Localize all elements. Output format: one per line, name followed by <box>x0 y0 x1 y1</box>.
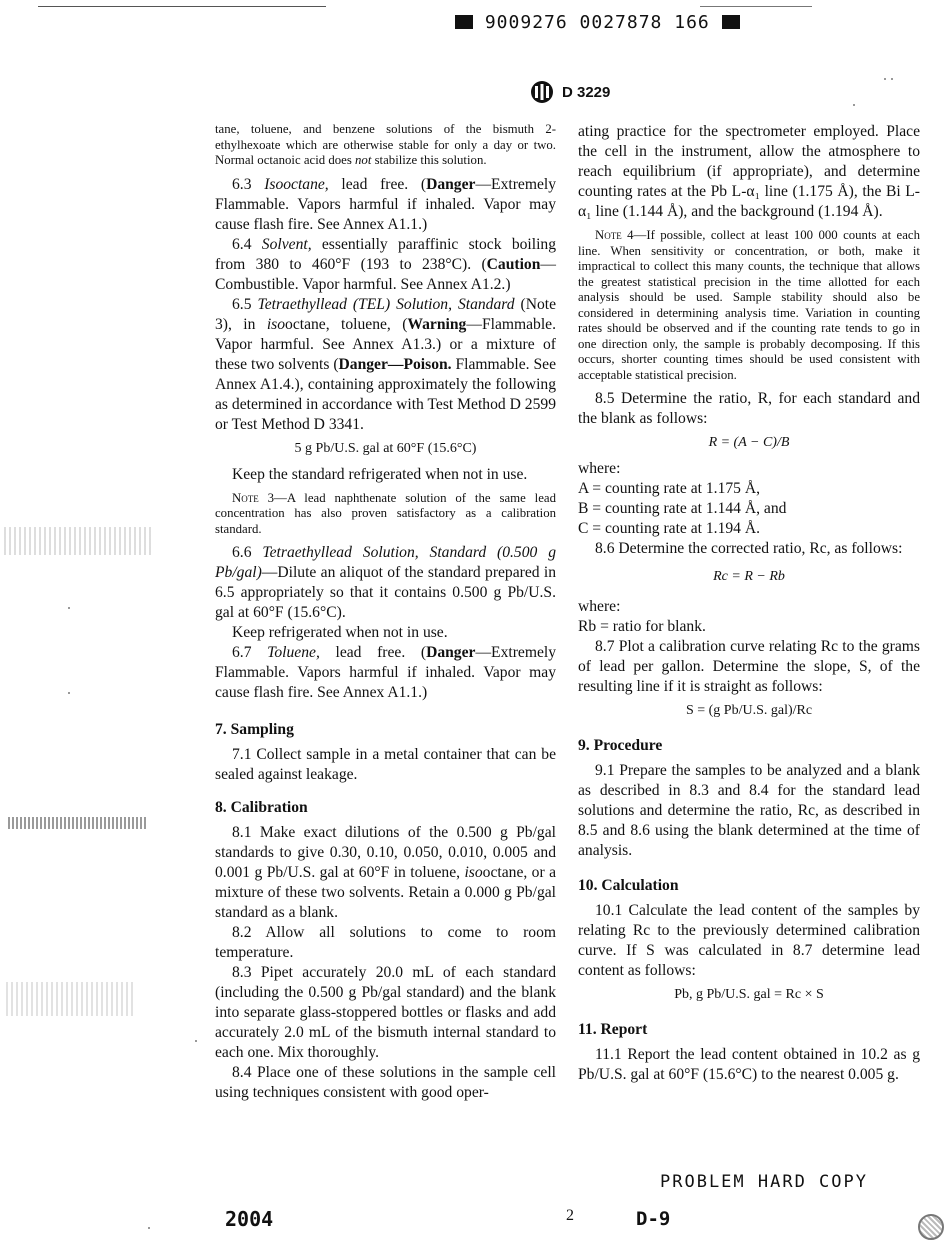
top-rule <box>38 6 326 7</box>
title: Solvent, <box>261 235 312 253</box>
top-rule-right <box>700 6 812 7</box>
text: stabilize this solution. <box>371 153 487 167</box>
heading-report: 11. Report <box>578 1021 648 1038</box>
equation-corrected-ratio: Rc = R − Rb <box>713 569 785 584</box>
section-6-3 <box>215 175 556 235</box>
section-8-5: 8.5 Determine the ratio, R, for each standard and the blank as follows: <box>578 390 920 427</box>
caution-label: Caution <box>486 255 541 273</box>
designation: D 3229 <box>562 83 611 101</box>
section-8-6: 8.6 Determine the corrected ratio, Rc, as follows: <box>595 540 903 557</box>
section-8-4: 8.4 Place one of these solutions in the sample cell using techniques consistent with good oper- <box>215 1064 556 1101</box>
text: —Extremely Flammable. Vapors harmful if inhaled. Vapor may cause flash fire. See Annex A1.1.) <box>215 175 556 233</box>
scan-speck <box>68 607 70 609</box>
scan-noise <box>4 527 152 555</box>
text: lead free. ( <box>328 175 427 193</box>
keep-refrigerated: Keep the standard refrigerated when not in use. <box>232 465 528 483</box>
iso: iso <box>464 864 483 881</box>
danger-label: Danger <box>426 644 476 661</box>
left-column <box>215 122 556 1103</box>
paragraph-continuation <box>215 122 556 169</box>
section-10-1: 10.1 Calculate the lead content of the samples by relating Rc to the previously determined calibration curve. If S was calculated in 8.7 determine lead content as follows: <box>578 902 920 979</box>
page-header <box>530 80 610 104</box>
astm-logo-icon <box>530 80 554 104</box>
section-6-6-keep: Keep refrigerated when not in use. <box>232 624 448 641</box>
title: Tetraethyllead Solution, Standard (0.500 g Pb/gal) <box>215 544 557 581</box>
equation-slope: S = (g Pb/U.S. gal)/Rc <box>685 703 813 718</box>
num: 6.5 <box>232 295 258 313</box>
paragraph-continuation-right: ating practice for the spectrometer employed. Place the cell in the instrument, allow the atmosphere to reach equilibrium (if appropriate), and determine counting rates at the Pb L-α₁ line (1.175 Å), the Bi L-α₁ line (1.144 Å), and the background (1.194 Å). <box>578 123 920 220</box>
note-label: Note 3 <box>232 490 275 505</box>
warning-label: Warning <box>407 315 467 333</box>
footer-left-code: 2004 <box>225 1207 274 1231</box>
section-6-6 <box>215 543 556 623</box>
scan-speck <box>884 78 886 80</box>
barcode-block-right <box>722 15 740 29</box>
num: 6.7 <box>232 644 268 661</box>
heading-procedure: 9. Procedure <box>578 737 663 754</box>
equation-ratio: R = (A − C)/B <box>708 435 790 450</box>
note-label: Note 4 <box>595 228 634 242</box>
concentration-line: 5 g Pb/U.S. gal at 60°F (15.6°C) <box>294 440 477 456</box>
section-6-7 <box>215 643 556 703</box>
title: Toluene, <box>267 644 320 661</box>
text: —Combustible. Vapor harmful. See Annex A1.2.) <box>215 255 556 293</box>
corner-seal-icon <box>918 1214 944 1240</box>
text: essentially paraffinic stock boiling from 380 to 460°F (193 to 238°C). ( <box>215 235 557 273</box>
text: lead free. ( <box>319 644 427 661</box>
section-6-5 <box>215 295 556 435</box>
text: —Extremely Flammable. Vapors harmful if inhaled. Vapor may cause flash fire. See Annex A1.1.) <box>215 644 556 701</box>
text-em: not <box>355 153 372 167</box>
note-text: —If possible, collect at least 100 000 counts at each line. When sensitivity or concentration, or both, make it impractical to collect this many counts, the technique that allows the greatest statistical precision in the time allotted for each analysis should be used. Sample stability should also be considered in determining analysis time. Variation in counting rates should be observed and if the counting rate tends to go in one direction only, the sample is probably decomposing. If this occurs, shorter counting times should be used consistent with acceptable statistical precision. <box>578 228 920 382</box>
note-3 <box>215 491 556 538</box>
text: —Flammable. Vapor harmful. See Annex A1.3.) or a mixture of these two solvents ( <box>215 315 556 373</box>
section-7-1: 7.1 Collect sample in a metal container that can be sealed against leakage. <box>215 746 556 783</box>
scan-speck <box>891 78 893 80</box>
scan-noise <box>8 817 148 829</box>
problem-hard-copy-stamp: PROBLEM HARD COPY <box>660 1172 868 1192</box>
text: 8.1 Make exact dilutions of the 0.500 g Pb/gal standards to give 0.30, 0.10, 0.050, 0.010, 0.005 and 0.001 g Pb/U.S. gal at 60°F in toluene, <box>215 824 556 881</box>
where-label-2: where: <box>578 598 621 615</box>
iso: iso <box>266 315 286 333</box>
title: Tetraethyllead (TEL) Solution, Standard <box>257 295 515 313</box>
num: 6.3 <box>232 175 265 193</box>
note-text: —A lead naphthenate solution of the same lead concentration has also proven satisfactory as a calibration standard. <box>215 490 556 536</box>
footer-right-code: D-9 <box>636 1208 671 1230</box>
num: 6.4 <box>232 235 262 253</box>
section-6-4 <box>215 235 556 295</box>
text: octane, or a mixture of these two solvents. Retain a 0.000 g Pb/gal standard as a blank. <box>215 864 556 921</box>
section-9-1: 9.1 Prepare the samples to be analyzed and a blank as described in 8.3 and 8.4 for the standard lead solutions and determine the ratio, Rc, as described in 8.5 and 8.6 using the blank determined at the time of analysis. <box>578 762 920 859</box>
definition-rb: Rb = ratio for blank. <box>578 618 706 635</box>
definition-a: A = counting rate at 1.175 Å, <box>578 480 761 497</box>
text: —Dilute an aliquot of the standard prepared in 6.5 appropriately so that it contains 0.500 g Pb/U.S. gal at 60°F (15.6°C). <box>215 564 556 621</box>
barcode-line <box>455 12 740 33</box>
barcode-text: 9009276 0027878 166 <box>484 12 710 33</box>
barcode-block-left <box>455 15 473 29</box>
text: Flammable. See Annex A1.4.), containing approximately the following as determined in accordance with Test Method D 2599 or Test Method D 3341. <box>215 355 556 433</box>
heading-calibration: 8. Calibration <box>215 799 308 816</box>
section-11-1: 11.1 Report the lead content obtained in 10.2 as g Pb/U.S. gal at 60°F (15.6°C) to the nearest 0.005 g. <box>578 1046 920 1083</box>
text: (Note 3), in <box>215 295 557 333</box>
title: Isooctane, <box>264 175 329 193</box>
danger-label: Danger—Poison. <box>338 355 452 373</box>
definition-c: C = counting rate at 1.194 Å. <box>578 520 761 537</box>
heading-sampling: 7. Sampling <box>215 721 294 738</box>
scan-noise <box>6 982 136 1016</box>
page-number: 2 <box>566 1207 574 1224</box>
text: octane, toluene, ( <box>285 315 408 333</box>
where-label: where: <box>578 460 621 477</box>
equation-lead-content: Pb, g Pb/U.S. gal = Rc × S <box>674 987 824 1002</box>
section-8-3: 8.3 Pipet accurately 20.0 mL of each standard (including the 0.500 g Pb/gal standard) and the blank into separate glass-stoppered bottles or flasks and add accurately 2.0 mL of the bismuth internal standard to each one. Mix thoroughly. <box>215 964 556 1061</box>
num: 6.6 <box>232 544 263 561</box>
right-column <box>578 122 920 1085</box>
scan-speck <box>148 1227 150 1229</box>
scan-speck <box>853 104 855 106</box>
section-8-7: 8.7 Plot a calibration curve relating Rc to the grams of lead per gallon. Determine the slope, S, of the resulting line if it is straight as follows: <box>578 638 920 695</box>
text: tane, toluene, and benzene solutions of the bismuth 2-ethylhexoate which are otherwise stable for only a day or two. Normal octanoic acid does <box>215 122 556 167</box>
section-8-2: 8.2 Allow all solutions to come to room temperature. <box>215 924 556 961</box>
danger-label: Danger <box>426 175 476 193</box>
definition-b: B = counting rate at 1.144 Å, and <box>578 500 787 517</box>
note-4 <box>578 228 920 383</box>
heading-calculation: 10. Calculation <box>578 877 679 894</box>
scan-speck <box>195 1040 197 1042</box>
scan-speck <box>68 692 70 694</box>
section-8-1 <box>215 823 556 923</box>
